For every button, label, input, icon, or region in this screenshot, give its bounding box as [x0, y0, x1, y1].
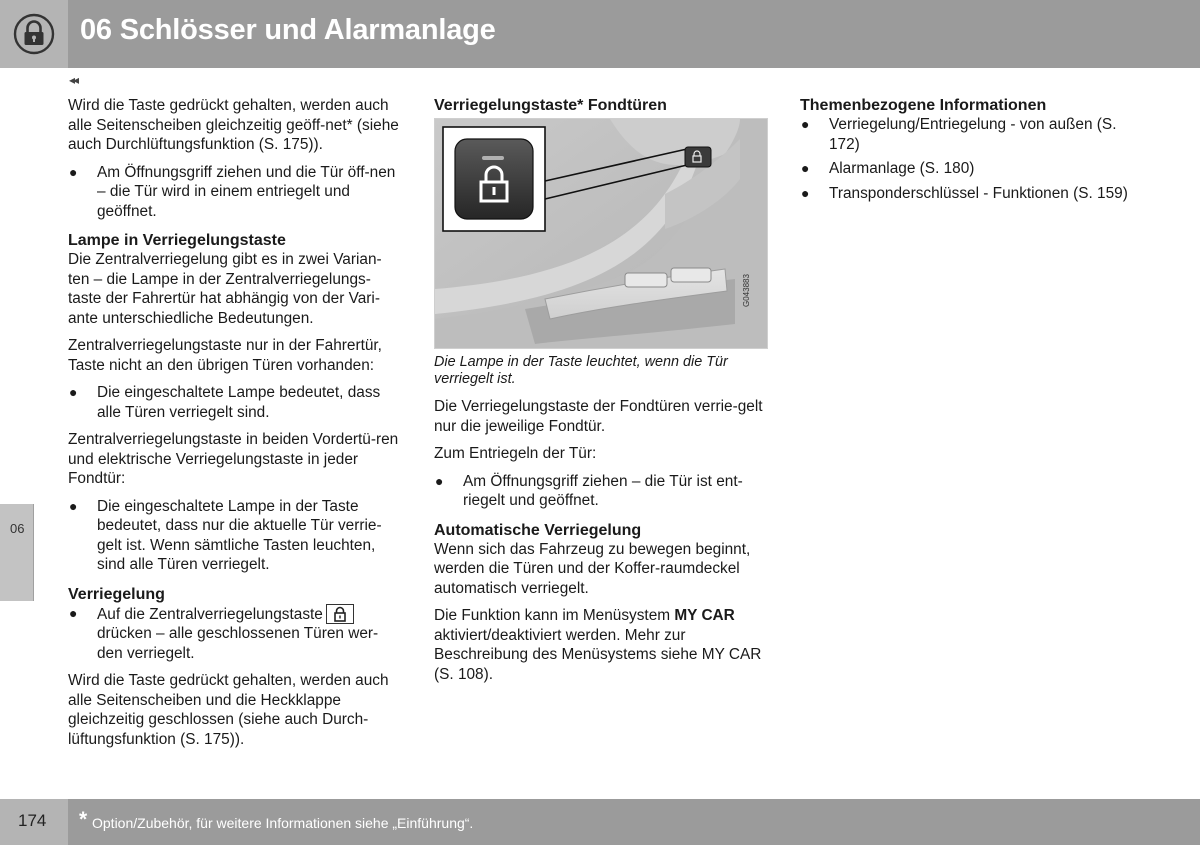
footer-bar: [68, 799, 1200, 845]
list-item: [68, 497, 400, 575]
menu-name-my-car: MY CAR: [674, 607, 735, 624]
section-heading-verriegelung: Verriegelung: [68, 585, 165, 603]
column-middle: [434, 96, 768, 692]
related-link-text[interactable]: Verriegelung/Entriegelung - von außen (S. 172): [829, 116, 1117, 153]
paragraph: Wird die Taste gedrückt gehalten, werden auch alle Seitenscheiben gleichzeitig geöff-net* (siehe auch Durchlüftungsfunktion (S. 175)).: [68, 97, 399, 153]
paragraph: Die Zentralverriegelung gibt es in zwei Varian-ten – die Lampe in der Zentralverriegelungs-taste der Fahrertür hat abhängig von der Vari-ante unterschiedliche Bedeutungen.: [68, 251, 382, 327]
chapter-tab-label: 06: [10, 521, 25, 536]
related-link-item[interactable]: [800, 184, 1130, 204]
chapter-tab[interactable]: [0, 504, 34, 601]
column-right: [800, 96, 1130, 211]
section-heading-automatische: Automatische Verriegelung: [434, 521, 642, 539]
figure-code: G043883: [742, 274, 751, 307]
paragraph: Zum Entriegeln der Tür:: [434, 445, 597, 462]
continued-arrows: ◂◂: [69, 73, 78, 87]
central-lock-button-icon: [326, 604, 354, 624]
related-link-item[interactable]: [800, 115, 1130, 154]
paragraph: Wenn sich das Fahrzeug zu bewegen beginnt, werden die Türen und der Koffer-raumdeckel automatisch verriegelt.: [434, 540, 751, 597]
header-icon-tab: [0, 0, 68, 68]
page-number: 174: [18, 811, 47, 830]
page-number-box: [0, 799, 68, 845]
list-item: [434, 472, 768, 511]
section-heading-fondtueren: Verriegelungstaste* Fondtüren: [434, 97, 667, 114]
bullet-icon: ●: [435, 472, 444, 489]
list-item-text: Am Öffnungsgriff ziehen – die Tür ist ent-riegelt und geöffnet.: [463, 472, 743, 509]
lock-circle-icon: [13, 13, 55, 55]
list-item-text: [97, 604, 400, 664]
footer-note: Option/Zubehör, für weitere Informationen siehe „Einführung“.: [92, 815, 474, 831]
door-panel-illustration: [435, 119, 768, 349]
door-lock-figure: [434, 118, 768, 349]
bullet-icon: ●: [801, 160, 810, 176]
list-item: [68, 163, 400, 222]
list-item: [68, 383, 400, 422]
column-left: [68, 96, 400, 757]
list-item-text: Die eingeschaltete Lampe in der Taste bedeutet, dass nur die aktuelle Tür verrie-gelt ist. Wenn sämtliche Tasten leuchten, sind alle Türen verriegelt.: [97, 497, 382, 573]
bullet-icon: ●: [69, 497, 78, 514]
related-link-item[interactable]: [800, 159, 1130, 179]
paragraph: Zentralverriegelungstaste in beiden Vordertü-ren und elektrische Verriegelungstaste in jeder Fondtür:: [68, 431, 399, 487]
paragraph: [434, 606, 768, 684]
section-heading-related: Themenbezogene Informationen: [800, 97, 1047, 114]
list-item-text: Die eingeschaltete Lampe bedeutet, dass alle Türen verriegelt sind.: [97, 384, 381, 421]
paragraph: Wird die Taste gedrückt gehalten, werden auch alle Seitenscheiben und die Heckklappe gleichzeitig geschlossen (siehe auch Durch-lüftungsfunktion (S. 175)).: [68, 672, 389, 748]
related-link-text[interactable]: Alarmanlage (S. 180): [829, 160, 975, 177]
list-item: [68, 604, 400, 664]
page-title: 06 Schlösser und Alarmanlage: [80, 14, 496, 46]
bullet-icon: ●: [69, 163, 78, 180]
paragraph: Zentralverriegelungstaste nur in der Fahrertür, Taste nicht an den übrigen Türen vorhanden:: [68, 337, 382, 374]
bullet-icon: ●: [801, 116, 810, 132]
bullet-icon: ●: [69, 604, 78, 621]
paragraph-part: aktiviert/deaktiviert werden. Mehr zur Beschreibung des Menüsystems siehe MY CAR (S. 108).: [434, 626, 762, 683]
list-item-text-part: Auf die Zentralverriegelungstaste: [97, 605, 323, 623]
paragraph-part: Die Funktion kann im Menüsystem: [434, 607, 675, 624]
bullet-icon: ●: [69, 384, 78, 400]
figure-caption: Die Lampe in der Taste leuchtet, wenn die Tür verriegelt ist.: [434, 354, 728, 387]
lock-icon: [327, 605, 353, 623]
related-link-text[interactable]: Transponderschlüssel - Funktionen (S. 159): [829, 184, 1128, 202]
list-item-text: Am Öffnungsgriff ziehen und die Tür öff-nen – die Tür wird in einem entriegelt und geöffnet.: [97, 163, 396, 220]
section-heading-lampe: Lampe in Verriegelungstaste: [68, 232, 286, 249]
page-header: [0, 0, 1200, 68]
bullet-icon: ●: [801, 184, 810, 201]
paragraph: Die Verriegelungstaste der Fondtüren verrie-gelt nur die jeweilige Fondtür.: [434, 398, 763, 435]
asterisk-icon: *: [79, 808, 88, 831]
list-item-text-part: drücken – alle geschlossenen Türen wer-den verriegelt.: [97, 625, 379, 662]
